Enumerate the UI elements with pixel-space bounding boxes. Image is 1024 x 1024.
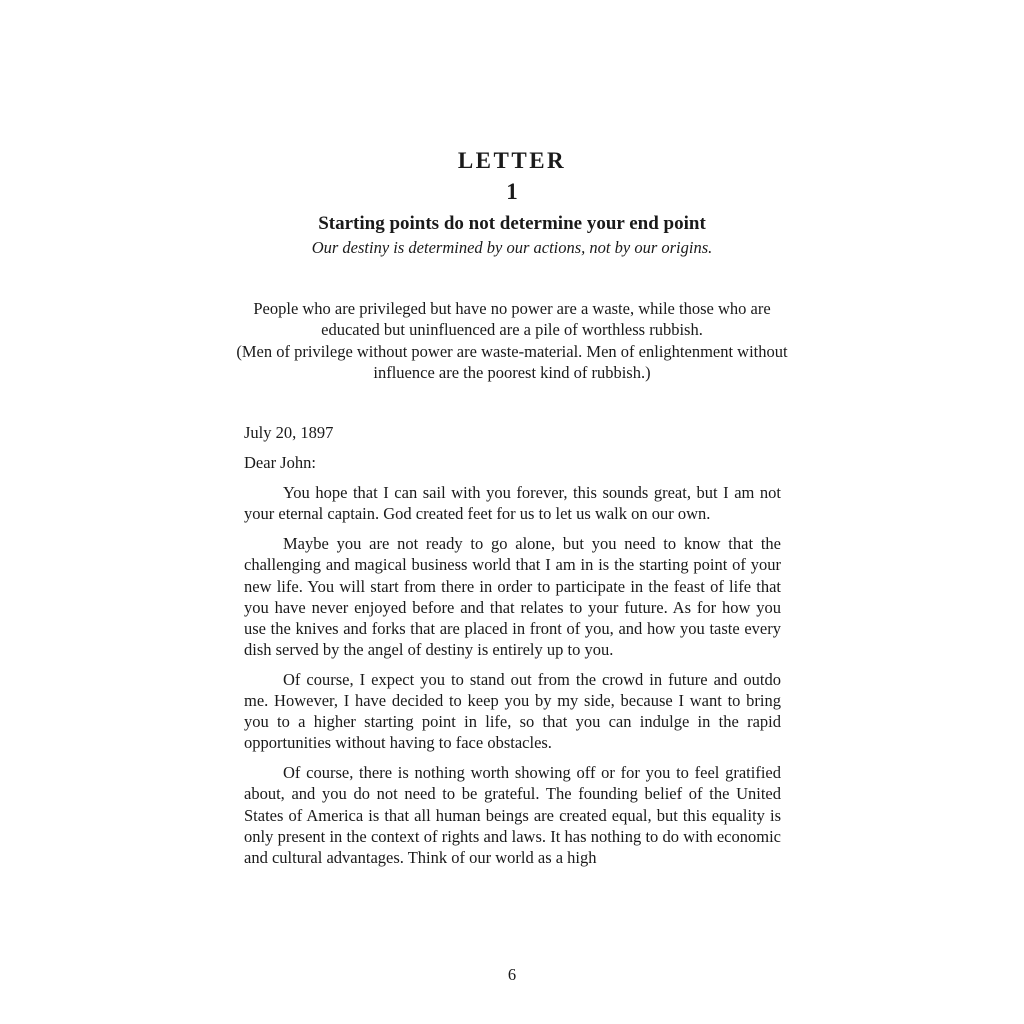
letter-label: LETTER (457, 148, 567, 173)
page-number: 6 (507, 965, 517, 984)
body-paragraph: You hope that I can sail with you forever, this sounds great, but I am not your eternal captain. God created feet for us to let us walk on our own. (244, 483, 781, 524)
letter-number: 1 (506, 179, 518, 204)
chapter-subtitle: Our destiny is determined by our actions, not by our origins. (311, 238, 713, 257)
body-paragraph: Of course, there is nothing worth showing off or for you to feel gratified about, and you do not need to be grateful. The founding belief of the United States of America is that all human beings are created equal, but this equality is only present in the context of rights and laws. It has nothing to do with economic and cultural advantages. Think of our world as a high (244, 763, 781, 867)
body-paragraph: Of course, I expect you to stand out from the crowd in future and outdo me. However, I have decided to keep you by my side, because I want to bring you to a higher starting point in life, so that you can indulge in the rapid opportunities without having to face obstacles. (244, 669, 781, 753)
chapter-title: Starting points do not determine your end point (318, 213, 706, 234)
epigraph-quote: People who are privileged but have no power are a waste, while those who are educated but uninfluenced are a pile of worthless rubbish. (253, 299, 771, 340)
body-paragraph: Maybe you are not ready to go alone, but you need to know that the challenging and magical business world that I am in is the starting point of your new life. You will start from there in order to participate in the feast of life that you have never enjoyed before and that relates to your future. As for how you use the knives and forks that are placed in front of you, and how you taste every dish served by the angel of destiny is entirely up to you. (244, 534, 781, 659)
letter-date: July 20, 1897 (244, 423, 334, 442)
letter-salutation: Dear John: (244, 453, 316, 473)
epigraph-alternate-translation: (Men of privilege without power are waste-material. Men of enlightenment without influence are the poorest kind of rubbish.) (236, 341, 788, 382)
letter-body (244, 422, 781, 877)
epigraph (230, 298, 794, 383)
